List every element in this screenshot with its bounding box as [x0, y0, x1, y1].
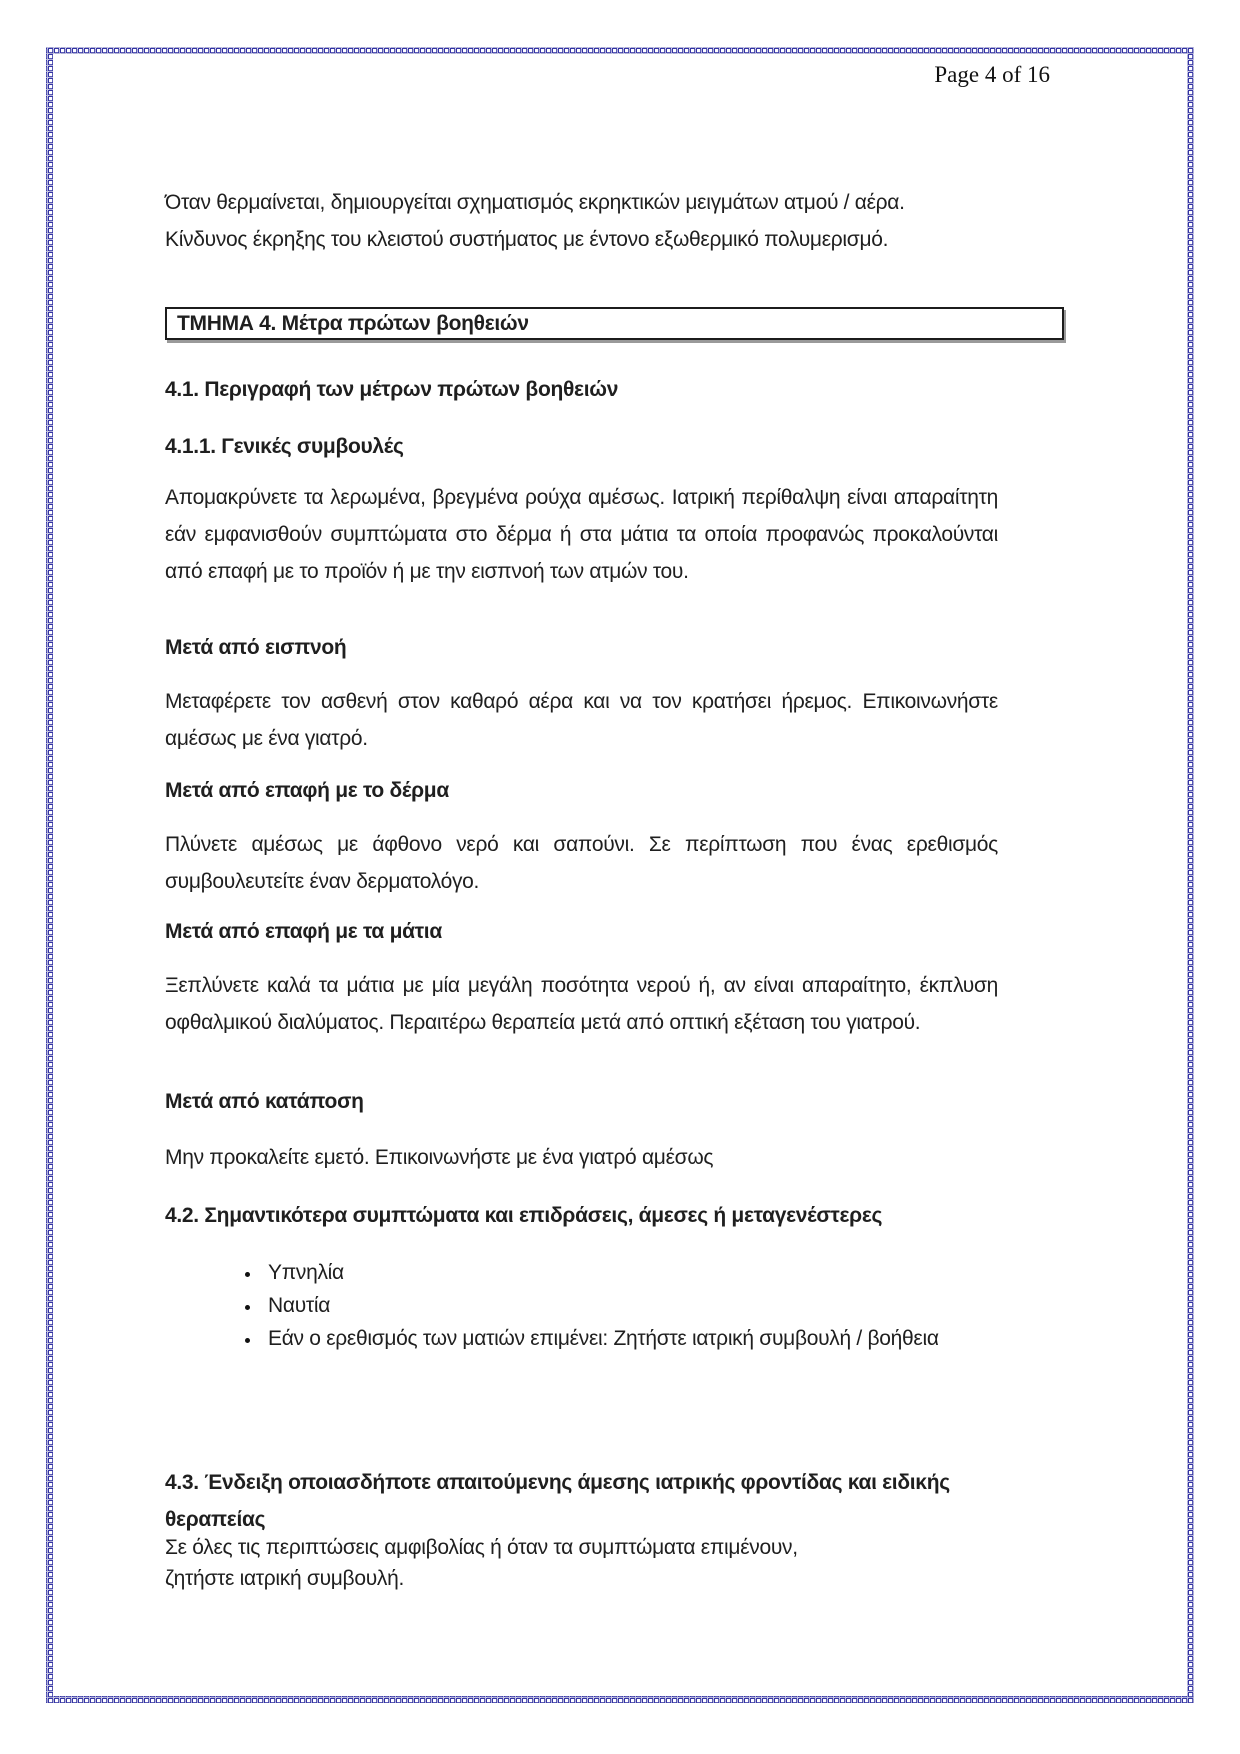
paragraph-after-ingestion: Μην προκαλείτε εμετό. Επικοινωνήστε με ένα γιατρό αμέσως	[165, 1146, 714, 1169]
bullet-drowsiness: • Υπνηλία	[262, 1256, 952, 1289]
bullet-nausea: • Ναυτία	[262, 1289, 952, 1322]
intro-paragraph	[165, 184, 965, 258]
intro-line-explosion-risk: Κίνδυνος έκρηξης του κλειστού συστήματος με έντονο εξωθερμικό πολυμερισμό.	[165, 228, 889, 251]
paragraph-after-inhalation: Μεταφέρετε τον ασθενή στον καθαρό αέρα και να τον κρατήσει ήρεμος. Επικοινωνήστε αμέσως με ένα γιατρό.	[165, 690, 998, 750]
paragraph-4-3-line-2: ζητήστε ιατρική συμβουλή.	[165, 1567, 405, 1590]
heading-4-1-1: 4.1.1. Γενικές συμβουλές	[165, 435, 404, 458]
paragraph-4-3	[165, 1532, 998, 1594]
heading-4-3: 4.3. Ένδειξη οποιασδήποτε απαιτούμενης άμεσης ιατρικής φροντίδας και ειδικής θεραπείας	[165, 1471, 950, 1531]
symptoms-bullet-list	[165, 1256, 952, 1355]
heading-after-skin-contact: Μετά από επαφή με το δέρμα	[165, 779, 449, 802]
heading-after-eye-contact: Μετά από επαφή με τα μάτια	[165, 920, 442, 943]
page-number: Page 4 of 16	[934, 62, 1050, 87]
paragraph-after-skin-contact: Πλύνετε αμέσως με άφθονο νερό και σαπούνι. Σε περίπτωση που ένας ερεθισμός συμβουλευτείτε έναν δερματολόγο.	[165, 833, 998, 893]
paragraph-general-advice: Απομακρύνετε τα λερωμένα, βρεγμένα ρούχα αμέσως. Ιατρική περίθαλψη είναι απαραίτητη εάν εμφανισθούν συμπτώματα στο δέρμα ή στα μάτια τα οποία προφανώς προκαλούνται από επαφή με το προϊόν ή με την εισπνοή των ατμών του.	[165, 486, 998, 583]
heading-after-inhalation: Μετά από εισπνοή	[165, 636, 347, 659]
intro-line-heating: Όταν θερμαίνεται, δημιουργείται σχηματισμός εκρηκτικών μειγμάτων ατμού / αέρα.	[165, 191, 905, 214]
section-4-title-box	[165, 307, 1064, 340]
section-4-title: ΤΜΗΜΑ 4. Μέτρα πρώτων βοηθειών	[177, 312, 529, 335]
heading-4-1: 4.1. Περιγραφή των μέτρων πρώτων βοηθειών	[165, 378, 619, 401]
paragraph-after-eye-contact: Ξεπλύνετε καλά τα μάτια με μία μεγάλη ποσότητα νερού ή, αν είναι απαραίτητο, έκπλυση οφθαλμικού διαλύματος. Περαιτέρω θεραπεία μετά από οπτική εξέταση του γιατρού.	[165, 974, 998, 1034]
paragraph-4-3-line-1: Σε όλες τις περιπτώσεις αμφιβολίας ή όταν τα συμπτώματα επιμένουν,	[165, 1536, 798, 1559]
bullet-eye-irritation: • Εάν ο ερεθισμός των ματιών επιμένει: Ζητήστε ιατρική συμβουλή / βοήθεια	[262, 1322, 952, 1355]
heading-after-ingestion: Μετά από κατάποση	[165, 1090, 364, 1113]
heading-4-2: 4.2. Σημαντικότερα συμπτώματα και επιδράσεις, άμεσες ή μεταγενέστερες	[165, 1204, 883, 1227]
